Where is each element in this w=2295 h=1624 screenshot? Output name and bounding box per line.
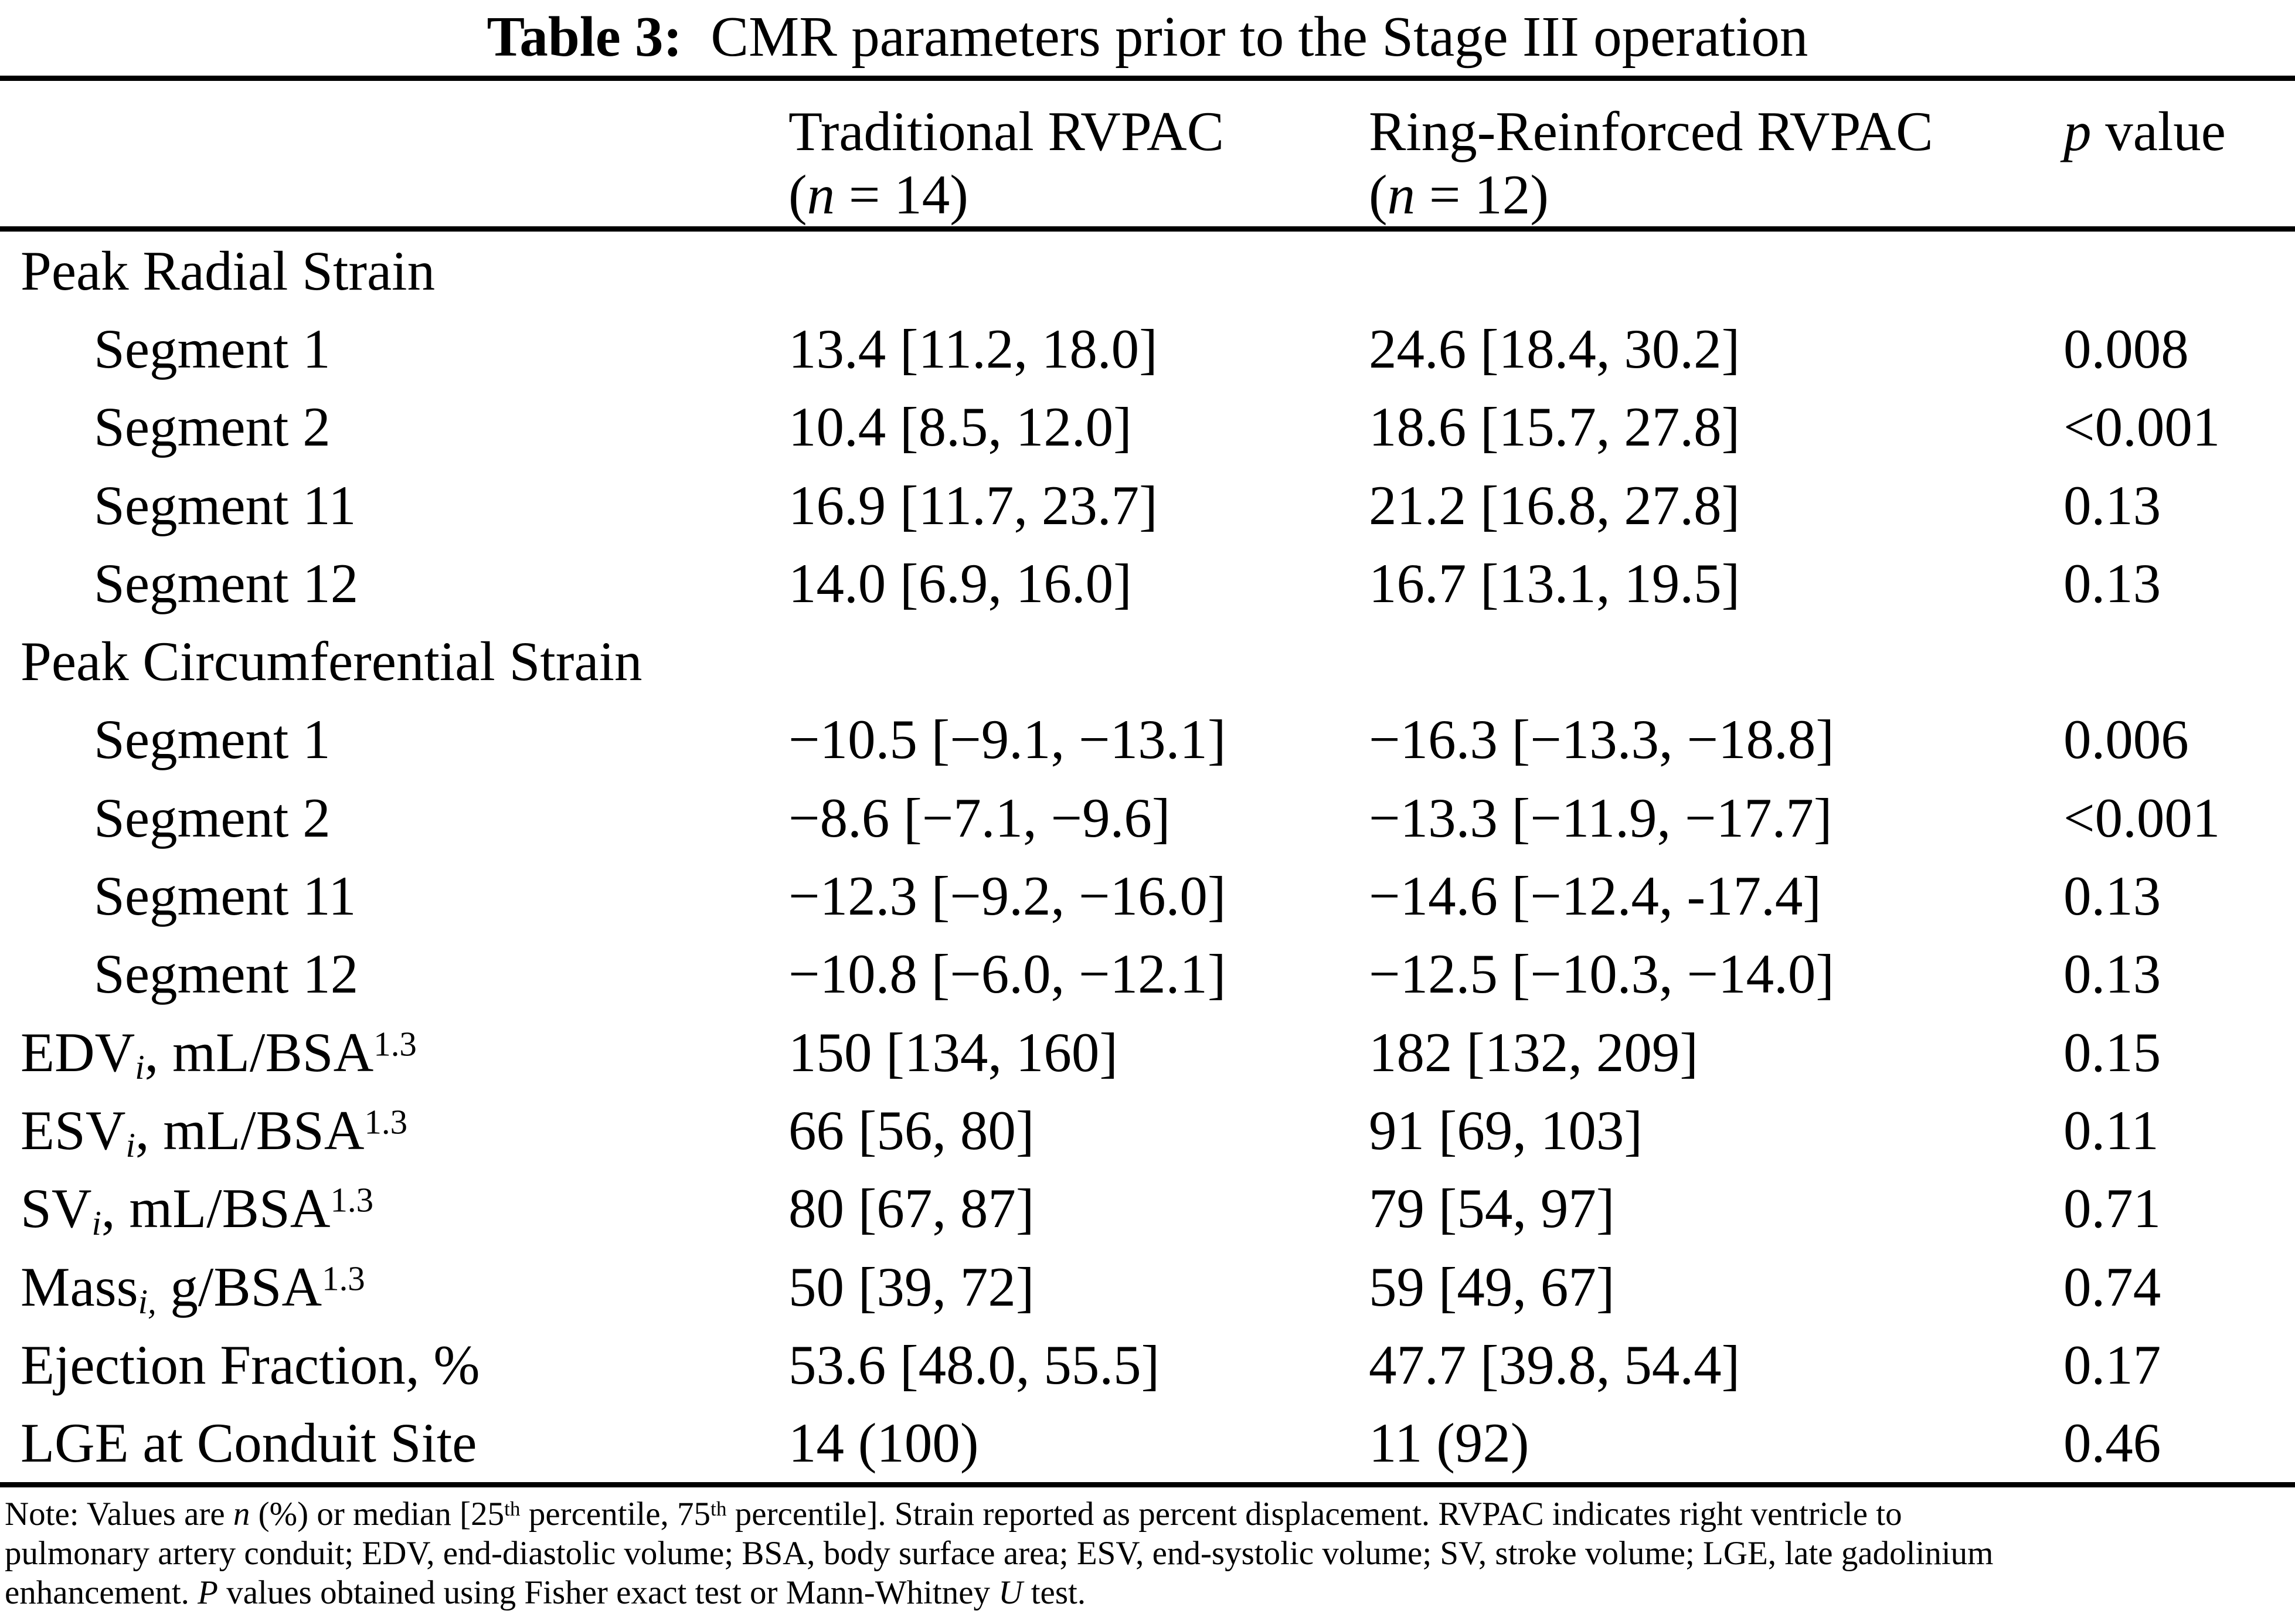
table-row	[0, 1170, 2295, 1248]
table-row	[0, 1404, 2295, 1482]
header-line: Traditional RVPAC	[788, 100, 1224, 162]
row-label: Segment 11	[94, 865, 356, 927]
traditional-value: 66 [56, 80]	[788, 1099, 1035, 1161]
row-label: Mass$_{i,}$ $g/BSA^{1.3}$	[21, 1255, 365, 1321]
table-row	[0, 622, 2295, 700]
ring-reinforced-value: 18.6 [15.7, 27.8]	[1369, 396, 1740, 458]
traditional-value: 53.6 [48.0, 55.5]	[788, 1333, 1160, 1396]
ring-reinforced-value: −14.6 [−12.4, -17.4]	[1369, 865, 1822, 927]
table-row	[0, 935, 2295, 1013]
table-row	[0, 310, 2295, 388]
footnote-line: enhancement. P values obtained using Fisher exact test or Mann-Whitney U test.	[5, 1574, 1086, 1611]
traditional-value: −8.6 [−7.1, −9.6]	[788, 786, 1171, 849]
ring-reinforced-value: −12.5 [−10.3, −14.0]	[1369, 943, 1835, 1005]
traditional-value: 150 [134, 160]	[788, 1021, 1118, 1083]
footer-rule	[0, 1482, 2295, 1487]
traditional-value: 80 [67, 87]	[788, 1177, 1035, 1240]
p-value: 0.006	[2063, 708, 2189, 771]
row-label: Ejection Fraction, %	[21, 1333, 480, 1396]
column-header-p-value	[2063, 100, 2226, 163]
traditional-value: −10.5 [−9.1, −13.1]	[788, 708, 1226, 771]
traditional-value: 16.9 [11.7, 23.7]	[788, 474, 1158, 536]
table-row	[0, 1091, 2295, 1169]
ring-reinforced-value: 79 [54, 97]	[1369, 1177, 1615, 1240]
row-label: Segment 2	[94, 786, 331, 849]
p-value: 0.13	[2063, 474, 2161, 536]
row-label: LGE at Conduit Site	[21, 1412, 477, 1474]
traditional-value: 10.4 [8.5, 12.0]	[788, 396, 1132, 458]
footnote-line: Note: Values are n (%) or median [25th percentile, 75th percentile]. Strain reported as percent displacement. RVPAC indicates right ventricle to	[5, 1496, 1902, 1533]
header-line: (n = 14)	[788, 164, 968, 226]
p-value: 0.13	[2063, 552, 2161, 614]
row-label: $SV_i$, $mL/BSA^{1.3}$	[21, 1177, 374, 1243]
row-label: Segment 1	[94, 708, 331, 771]
ring-reinforced-value: 21.2 [16.8, 27.8]	[1369, 474, 1740, 536]
table-row	[0, 857, 2295, 935]
row-label: Segment 11	[94, 474, 356, 536]
table-row	[0, 779, 2295, 857]
ring-reinforced-value: 11 (92)	[1369, 1412, 1529, 1474]
footnote-line: pulmonary artery conduit; EDV, end-diastolic volume; BSA, body surface area; ESV, end-systolic volume; SV, stroke volume; LGE, late gadolinium	[5, 1535, 1994, 1572]
p-value: 0.71	[2063, 1177, 2161, 1240]
p-value: 0.46	[2063, 1412, 2161, 1474]
ring-reinforced-value: 91 [69, 103]	[1369, 1099, 1643, 1161]
traditional-value: 50 [39, 72]	[788, 1255, 1035, 1318]
row-label: Segment 12	[94, 552, 359, 614]
p-value: <0.001	[2063, 786, 2221, 849]
header-rule	[0, 226, 2295, 232]
table-row	[0, 1248, 2295, 1326]
header-line: p value	[2063, 100, 2226, 162]
table-row	[0, 701, 2295, 779]
ring-reinforced-value: 16.7 [13.1, 19.5]	[1369, 552, 1740, 614]
table-row	[0, 388, 2295, 466]
row-label: $EDV_i$, $mL/BSA^{1.3}$	[21, 1021, 417, 1086]
table-row	[0, 232, 2295, 310]
traditional-value: 14 (100)	[788, 1412, 979, 1474]
column-header-ring-reinforced-rvpac	[1369, 100, 1933, 226]
row-label: Segment 1	[94, 317, 331, 380]
header-line: (n = 12)	[1369, 164, 1549, 226]
traditional-value: −12.3 [−9.2, −16.0]	[788, 865, 1226, 927]
ring-reinforced-value: 47.7 [39.8, 54.4]	[1369, 1333, 1740, 1396]
top-rule	[0, 76, 2295, 81]
table-body	[0, 232, 2295, 1482]
p-value: 0.008	[2063, 317, 2189, 380]
row-label: Peak Circumferential Strain	[21, 630, 642, 693]
ring-reinforced-value: −13.3 [−11.9, −17.7]	[1369, 786, 1832, 849]
p-value: 0.17	[2063, 1333, 2161, 1396]
ring-reinforced-value: 24.6 [18.4, 30.2]	[1369, 317, 1740, 380]
table-row	[0, 544, 2295, 622]
row-label: Peak Radial Strain	[21, 239, 436, 302]
row-label: Segment 2	[94, 396, 331, 458]
ring-reinforced-value: 182 [132, 209]	[1369, 1021, 1699, 1083]
traditional-value: 13.4 [11.2, 18.0]	[788, 317, 1158, 380]
p-value: 0.13	[2063, 943, 2161, 1005]
p-value: <0.001	[2063, 396, 2221, 458]
p-value: 0.74	[2063, 1255, 2161, 1318]
header-line: Ring-Reinforced RVPAC	[1369, 100, 1933, 162]
ring-reinforced-value: −16.3 [−13.3, −18.8]	[1369, 708, 1835, 771]
ring-reinforced-value: 59 [49, 67]	[1369, 1255, 1615, 1318]
p-value: 0.11	[2063, 1099, 2159, 1161]
p-value: 0.13	[2063, 865, 2161, 927]
p-value: 0.15	[2063, 1021, 2161, 1083]
table-row	[0, 466, 2295, 544]
table-title: Table 3: CMR parameters prior to the Stage III operation	[487, 5, 1808, 68]
row-label: Segment 12	[94, 943, 359, 1005]
row-label: $ESV_i$, $mL/BSA^{1.3}$	[21, 1099, 408, 1164]
column-header-traditional-rvpac	[788, 100, 1224, 226]
table-row	[0, 1326, 2295, 1404]
table-row	[0, 1013, 2295, 1091]
table-footnote	[5, 1494, 2290, 1612]
traditional-value: −10.8 [−6.0, −12.1]	[788, 943, 1226, 1005]
traditional-value: 14.0 [6.9, 16.0]	[788, 552, 1132, 614]
